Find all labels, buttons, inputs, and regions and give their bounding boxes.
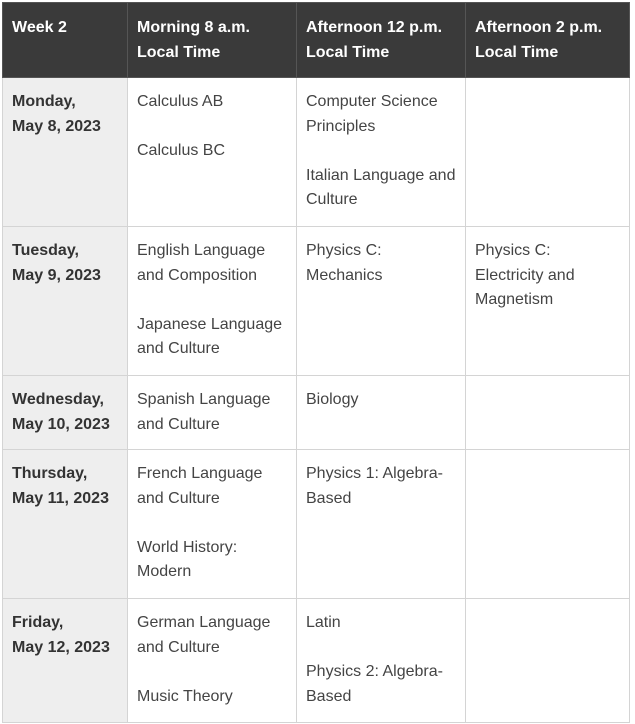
week-label: Week 2 <box>12 19 67 36</box>
morning-header <box>128 3 297 78</box>
afternoon2-cell <box>466 376 630 450</box>
date-cell <box>3 227 128 376</box>
afternoon2-cell <box>466 227 630 376</box>
afternoon12-time: Afternoon 12 p.m. <box>306 19 443 36</box>
date-cell <box>3 78 128 227</box>
day-label: Monday, <box>12 93 76 110</box>
exam-subject: Physics C: Mechanics <box>306 242 383 284</box>
date-cell <box>3 450 128 599</box>
afternoon12-cell <box>297 376 466 450</box>
day-label: Thursday, <box>12 465 88 482</box>
morning-cell <box>128 450 297 599</box>
table-row <box>3 78 630 227</box>
table-row <box>3 376 630 450</box>
date-label: May 12, 2023 <box>12 638 110 656</box>
morning-local: Local Time <box>137 43 221 61</box>
exam-subject: English Language and Composition <box>137 242 266 284</box>
exam-subject: German Language and Culture <box>137 614 271 656</box>
afternoon2-cell <box>466 599 630 723</box>
afternoon12-cell <box>297 450 466 599</box>
afternoon2-cell <box>466 78 630 227</box>
exam-subject: Physics C: Electricity and Magnetism <box>475 242 575 308</box>
table-row <box>3 450 630 599</box>
exam-subject: Physics 1: Algebra-Based <box>306 465 443 507</box>
exam-schedule-table <box>2 2 630 723</box>
exam-subject: Calculus BC <box>137 142 226 159</box>
exam-subject: Spanish Language and Culture <box>137 391 271 433</box>
exam-subject: Japanese Language and Culture <box>137 315 283 357</box>
exam-subject: Biology <box>306 391 359 408</box>
afternoon2-cell <box>466 450 630 599</box>
date-label: May 10, 2023 <box>12 415 110 433</box>
exam-subject: Physics 2: Algebra-Based <box>306 663 443 705</box>
afternoon2-header <box>466 3 630 78</box>
exam-subject: French Language and Culture <box>137 465 263 507</box>
table-row <box>3 227 630 376</box>
morning-cell <box>128 78 297 227</box>
morning-cell <box>128 227 297 376</box>
exam-subject: Calculus AB <box>137 93 224 110</box>
afternoon2-time: Afternoon 2 p.m. <box>475 19 603 36</box>
header-row <box>3 3 630 78</box>
date-cell <box>3 599 128 723</box>
week-header <box>3 3 128 78</box>
afternoon12-header <box>297 3 466 78</box>
exam-subject: Music Theory <box>137 687 233 705</box>
date-cell <box>3 376 128 450</box>
date-label: May 9, 2023 <box>12 266 101 284</box>
day-label: Tuesday, <box>12 242 79 259</box>
exam-subject: Latin <box>306 614 341 631</box>
afternoon12-cell <box>297 78 466 227</box>
exam-subject: Computer Science Principles <box>306 93 438 135</box>
date-label: May 11, 2023 <box>12 489 109 507</box>
morning-cell <box>128 599 297 723</box>
exam-subject: Italian Language and Culture <box>306 166 456 208</box>
exam-subject: World History: Modern <box>137 538 238 580</box>
day-label: Wednesday, <box>12 391 104 408</box>
afternoon12-cell <box>297 227 466 376</box>
table-row <box>3 599 630 723</box>
morning-cell <box>128 376 297 450</box>
afternoon12-local: Local Time <box>306 43 390 61</box>
day-label: Friday, <box>12 614 64 631</box>
date-label: May 8, 2023 <box>12 117 101 135</box>
afternoon2-local: Local Time <box>475 43 559 61</box>
morning-time: Morning 8 a.m. <box>137 19 250 36</box>
afternoon12-cell <box>297 599 466 723</box>
